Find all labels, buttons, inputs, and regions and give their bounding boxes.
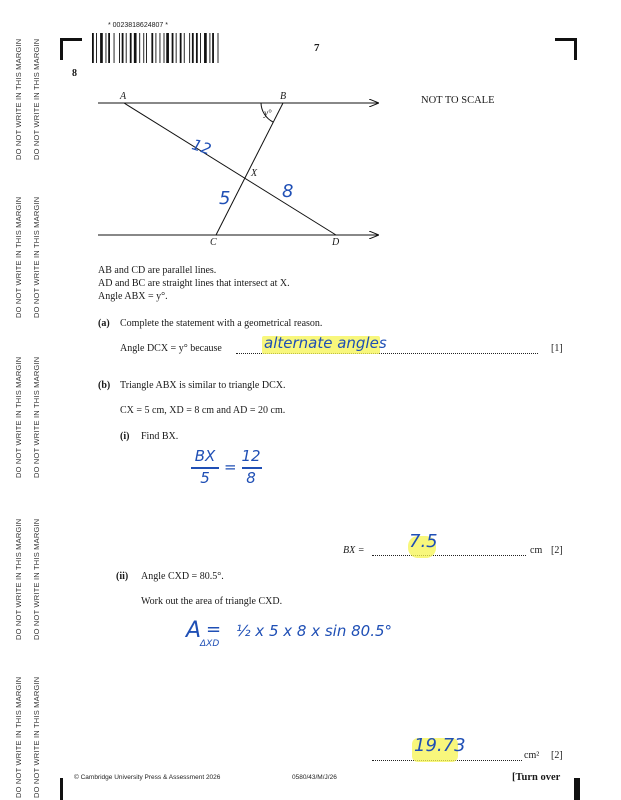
line-bc [216,103,283,235]
not-to-scale-note: NOT TO SCALE [421,95,495,106]
working-equals: = [206,619,222,640]
part-b-ii-instruction: Work out the area of triangle CXD. [141,596,283,607]
part-b-i-label: (i) [120,431,130,442]
fraction-numerator-12: 12 [241,447,261,465]
fraction-denominator-5: 5 [200,469,210,487]
label-d: D [332,237,340,248]
working-area-subscript: ΔXD [200,639,220,649]
part-a-instruction: Complete the statement with a geometrical reason. [120,318,323,329]
copyright-footer: © Cambridge University Press & Assessment 2026 [74,774,221,781]
part-b-ii-unit: cm² [524,750,540,761]
label-b: B [280,91,287,102]
intro-line-2: AD and BC are straight lines that intersect at X. [98,278,290,289]
margin-warning: DO NOT WRITE IN THIS MARGIN [14,518,23,640]
margin-warning: DO NOT WRITE IN THIS MARGIN [32,518,41,640]
part-b-i-answer-line [372,555,526,556]
part-b-i-marks: [2] [551,545,563,556]
part-b-i-working [190,447,280,493]
margin-warning: DO NOT WRITE IN THIS MARGIN [14,676,23,798]
margin-warning: DO NOT WRITE IN THIS MARGIN [14,38,23,160]
margin-warning: DO NOT WRITE IN THIS MARGIN [32,38,41,160]
part-b-line-2: CX = 5 cm, XD = 8 cm and AD = 20 cm. [120,405,286,416]
handwritten-cx: 5 [219,188,231,209]
working-area-symbol: A [186,618,202,643]
handwritten-ax: 12 [189,135,214,159]
intro-line-3: Angle ABX = y°. [98,291,168,302]
fraction-numerator-bx: BX [194,447,216,465]
line-ad [124,103,336,235]
margin-warning: DO NOT WRITE IN THIS MARGIN [32,196,41,318]
part-a-label: (a) [98,318,110,329]
part-b-ii-answer: 19.73 [414,735,466,756]
handwritten-xd: 8 [282,181,294,202]
page-number: 7 [314,42,320,54]
paper-code: 0580/43/M/J/26 [292,774,337,781]
part-b-i-answer: 7.5 [409,531,438,552]
barcode-number: * 0023818624807 * [108,22,168,29]
equals-sign: = [224,458,237,476]
part-b-i-instruction: Find BX. [141,431,179,442]
margin-warning: DO NOT WRITE IN THIS MARGIN [14,196,23,318]
part-b-line-1: Triangle ABX is similar to triangle DCX. [120,380,286,391]
part-b-i-unit: cm [530,545,543,556]
part-b-ii-marks: [2] [551,750,563,761]
part-a-answer: alternate angles [264,334,387,352]
part-b-label: (b) [98,380,111,391]
margin-warning: DO NOT WRITE IN THIS MARGIN [32,676,41,798]
label-a: A [120,91,127,102]
part-b-ii-given: Angle CXD = 80.5°. [141,571,224,582]
label-x: X [251,168,258,179]
page-side-number: 8 [72,68,77,79]
label-c: C [210,237,217,248]
part-b-ii-label: (ii) [116,571,129,582]
part-a-statement: Angle DCX = y° because [120,343,222,354]
fraction-denominator-8: 8 [246,469,256,487]
margin-warning: DO NOT WRITE IN THIS MARGIN [32,356,41,478]
turn-over-label: [Turn over [512,772,561,783]
margin-warning: DO NOT WRITE IN THIS MARGIN [14,356,23,478]
part-b-i-answer-prefix: BX = [343,545,365,556]
part-a-marks: [1] [551,343,563,354]
working-area-formula: ½ x 5 x 8 x sin 80.5° [236,622,393,640]
label-angle-y: y° [264,108,272,118]
intro-line-1: AB and CD are parallel lines. [98,265,217,276]
